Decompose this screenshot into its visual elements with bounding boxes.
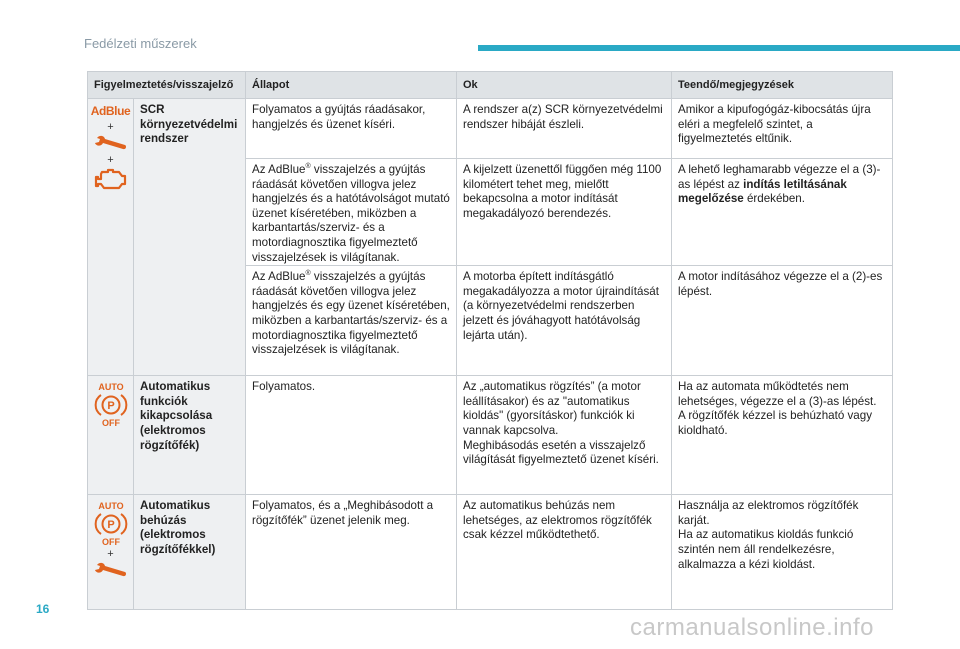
icon-label-off: OFF — [101, 537, 120, 547]
action-text: érdekében. — [743, 192, 805, 206]
adblue-icon: AdBlue — [90, 104, 131, 118]
action-cell: A motor indításához végezze el a (2)-es lépést. — [672, 266, 893, 376]
table-header-row — [88, 72, 893, 99]
scr-icon-cell — [88, 99, 134, 376]
state-text: visszajelzés a gyújtás ráadását követően villogva jelez hangjelzés és egy üzenet kíséretében, miközben a karbantartás/szerviz- és a motordiagnosztika figyelmeztető visszajelzések is világítanak. — [252, 270, 450, 357]
cause-cell: Az automatikus behúzás nem lehetséges, az elektromos rögzítőfék csak kézzel működtethető. — [457, 495, 672, 610]
page-section-title: Fedélzeti műszerek — [84, 36, 197, 51]
auto-apply-icon-cell — [88, 495, 134, 610]
registered-mark: ® — [305, 163, 311, 171]
action-cell — [672, 159, 893, 266]
icon-label-p: P — [106, 400, 115, 413]
column-header-state: Állapot — [246, 72, 457, 99]
auto-parking-brake-off-icon — [93, 381, 129, 427]
header-accent-bar — [478, 45, 960, 51]
icon-label-p: P — [106, 519, 115, 532]
cause-cell — [457, 376, 672, 495]
action-emphasis: indítás letiltásának megelőzése — [678, 177, 847, 206]
action-text: Ha az automata működtetés nem lehetséges, végezze el a (3)-as lépést. — [678, 380, 877, 408]
column-header-warning: Figyelmeztetés/visszajelző — [88, 72, 246, 99]
engine-icon — [94, 167, 128, 191]
column-header-action: Teendő/megjegyzések — [672, 72, 893, 99]
state-text: visszajelzés a gyújtás ráadását követően villogva jelez hangjelzés és a hatótávolságot mutató üzenet kíséretében, miközben a karbantartás/szerviz- és a motordiagnosztika figyelmeztető visszajelzések is világítanak. — [252, 163, 450, 264]
state-text: Az AdBlue — [252, 163, 306, 176]
column-header-cause: Ok — [457, 72, 672, 99]
auto-release-icon-cell — [88, 376, 134, 495]
plus-sign: + — [107, 548, 114, 561]
table-row — [88, 99, 893, 159]
state-cell: Folyamatos a gyújtás ráadásakor, hangjelzés és üzenet kíséri. — [246, 99, 457, 159]
auto-release-name: Automatikus funkciók kikapcsolása (elektromos rögzítőfék) — [134, 376, 246, 495]
auto-apply-name: Automatikus behúzás (elektromos rögzítőfékkel) — [134, 495, 246, 610]
cause-text: Az „automatikus rögzítés” (a motor leállításakor) és az "automatikus kioldás" (gyorsításkor) funkciók ki vannak kapcsolva. — [463, 380, 641, 437]
auto-parking-brake-off-icon — [93, 500, 129, 546]
state-cell: Folyamatos. — [246, 376, 457, 495]
state-text: Az AdBlue — [252, 270, 306, 284]
icon-label-auto: AUTO — [97, 382, 124, 393]
table-row — [88, 376, 893, 495]
cause-cell: A kijelzett üzenettől függően még 1100 kilométert tehet meg, mielőtt bekapcsolna a motor indítását megakadályozó berendezés. — [457, 159, 672, 266]
action-text: Ha az automatikus kioldás funkció szintén nem áll rendelkezésre, alkalmazza a kézi kioldást. — [678, 528, 854, 571]
warning-lights-table — [87, 71, 893, 610]
wrench-icon — [94, 561, 128, 579]
plus-sign: + — [107, 120, 114, 133]
action-cell — [672, 495, 893, 610]
state-cell — [246, 266, 457, 376]
page-number: 16 — [36, 602, 50, 616]
action-cell — [672, 376, 893, 495]
scr-system-name: SCR környezetvédelmi rendszer — [134, 99, 246, 376]
icon-label-off: OFF — [101, 418, 120, 428]
action-text: A lehető leghamarabb végezze el a (3)-as lépést az — [678, 163, 881, 191]
watermark-text: carmanualsonline.info — [630, 614, 874, 641]
icon-label-auto: AUTO — [97, 501, 124, 512]
wrench-icon — [94, 134, 128, 152]
table-row — [88, 495, 893, 610]
cause-text: Meghibásodás esetén a visszajelző világítását figyelmeztető üzenet kíséri. — [463, 438, 659, 467]
state-cell: Folyamatos, és a „Meghibásodott a rögzítőfék” üzenet jelenik meg. — [246, 495, 457, 610]
action-cell: Amikor a kipufogógáz-kibocsátás újra eléri a megfelelő szintet, a figyelmeztetés eltűnik. — [672, 99, 893, 159]
action-text: Használja az elektromos rögzítőfék karját. — [678, 499, 859, 527]
registered-mark: ® — [305, 270, 311, 278]
plus-sign: + — [107, 153, 114, 166]
state-cell — [246, 159, 457, 266]
action-text: A rögzítőfék kézzel is behúzható vagy kioldható. — [678, 409, 872, 437]
cause-cell: A rendszer a(z) SCR környezetvédelmi rendszer hibáját észleli. — [457, 99, 672, 159]
cause-cell: A motorba épített indításgátló megakadályozza a motor újraindítását (a környezetvédelmi rendszerben jelzett és jóváhagyott hatótávolság lejárta után). — [457, 266, 672, 376]
